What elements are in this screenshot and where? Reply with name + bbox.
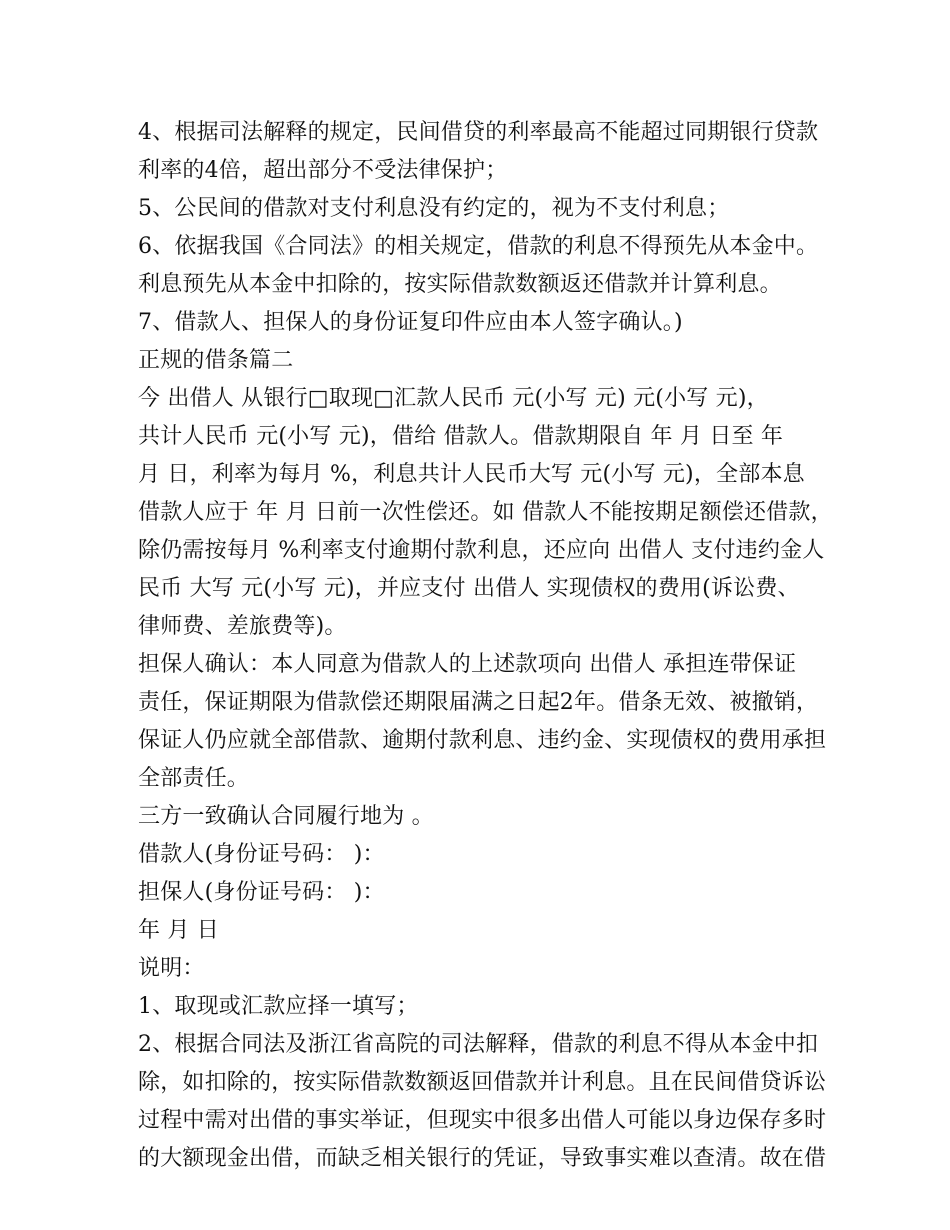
text-line: 共计人民币 元(小写 元)，借给 借款人。借款期限自 年 月 日至 年 bbox=[138, 424, 784, 449]
text-line: 保证人仍应就全部借款、逾期付款利息、违约金、实现债权的费用承担 bbox=[138, 728, 827, 753]
text-line: 除仍需按每月 %利率支付逾期付款利息，还应向 出借人 支付违约金人 bbox=[138, 538, 825, 563]
text-line: 5、公民间的借款对支付利息没有约定的，视为不支付利息； bbox=[138, 196, 730, 221]
text-line: 的大额现金出借，而缺乏相关银行的凭证，导致事实难以查清。故在借 bbox=[138, 1146, 827, 1171]
text-line: 责任，保证期限为借款偿还期限届满之日起2年。借条无效、被撤销， bbox=[138, 690, 819, 715]
text-line: 除，如扣除的，按实际借款数额返回借款并计利息。且在民间借贷诉讼 bbox=[138, 1070, 827, 1095]
section-heading: 正规的借条篇二 bbox=[138, 348, 294, 373]
text-line: 利息预先从本金中扣除的，按实际借款数额返还借款并计算利息。 bbox=[138, 272, 782, 297]
text-line: 全部责任。 bbox=[138, 766, 250, 791]
text-line: 三方一致确认合同履行地为 。 bbox=[138, 804, 434, 829]
text-line: 今 出借人 从银行□取现□汇款人民币 元(小写 元) 元(小写 元)， bbox=[138, 386, 769, 411]
text-line: 借款人(身份证号码： )： bbox=[138, 842, 385, 867]
text-line: 过程中需对出借的事实举证，但现实中很多出借人可能以身边保存多时 bbox=[138, 1108, 827, 1133]
text-line: 7、借款人、担保人的身份证复印件应由本人签字确认。) bbox=[138, 310, 683, 335]
text-line: 月 日，利率为每月 %，利息共计人民币大写 元(小写 元)，全部本息 bbox=[138, 462, 805, 487]
text-line: 年 月 日 bbox=[138, 918, 219, 943]
text-line: 律师费、差旅费等)。 bbox=[138, 614, 347, 639]
text-line: 说明： bbox=[138, 956, 205, 981]
text-line: 2、根据合同法及浙江省高院的司法解释，借款的利息不得从本金中扣 bbox=[138, 1032, 819, 1057]
text-line: 4、根据司法解释的规定，民间借贷的利率最高不能超过同期银行贷款 bbox=[138, 120, 819, 145]
text-line: 民币 大写 元(小写 元)，并应支付 出借人 实现债权的费用(诉讼费、 bbox=[138, 576, 800, 601]
text-line: 担保人(身份证号码： )： bbox=[138, 880, 385, 905]
text-line: 6、依据我国《合同法》的相关规定，借款的利息不得预先从本金中。 bbox=[138, 234, 819, 259]
text-line: 担保人确认：本人同意为借款人的上述款项向 出借人 承担连带保证 bbox=[138, 652, 797, 677]
text-line: 利率的4倍，超出部分不受法律保护； bbox=[138, 158, 508, 183]
text-line: 1、取现或汇款应择一填写； bbox=[138, 994, 419, 1019]
text-line: 借款人应于 年 月 日前一次性偿还。如 借款人不能按期足额偿还借款， bbox=[138, 500, 833, 525]
